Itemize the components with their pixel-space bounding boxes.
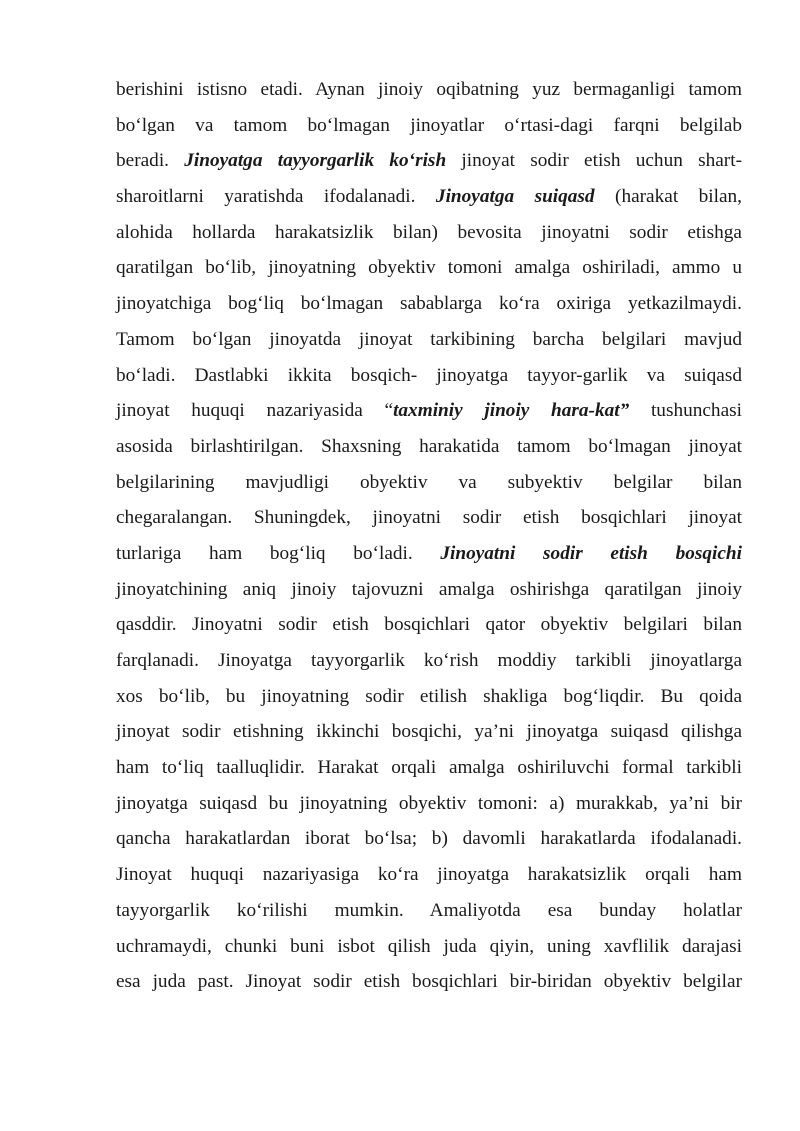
- text-line: [116, 322, 742, 358]
- text-segment: bo‘ladi. Dastlabki ikkita bosqich- jinoyatga tayyor-garlik va suiqasd: [116, 364, 742, 386]
- text-segment: qancha harakatlardan iborat bo‘lsa; b) davomli harakatlarda ifodalanadi.: [116, 828, 742, 850]
- text-segment: qasddir. Jinoyatni sodir etish bosqichlari qator obyektiv belgilari bilan: [116, 614, 742, 636]
- text-segment: jinoyatga suiqasd bu jinoyatning obyektiv tomoni: a) murakkab, ya’ni bir: [116, 792, 742, 814]
- text-line: [116, 393, 742, 429]
- text-segment: jinoyat huquqi nazariyasida “: [116, 400, 394, 422]
- text-segment: esa juda past. Jinoyat sodir etish bosqichlari bir-biridan obyektiv belgilar: [116, 971, 742, 993]
- text-line: [116, 821, 742, 857]
- text-segment: alohida hollarda harakatsizlik bilan) bevosita jinoyatni sodir etishga: [116, 221, 742, 243]
- text-line: [116, 893, 742, 929]
- text-segment: Tamom bo‘lgan jinoyatda jinoyat tarkibining barcha belgilari mavjud: [116, 328, 742, 350]
- text-line: [116, 286, 742, 322]
- text-line: [116, 143, 742, 179]
- text-line: [116, 465, 742, 501]
- emphasized-term: taxminiy jinoiy hara-kat”: [393, 400, 630, 422]
- text-segment: jinoyatchiga bog‘liq bo‘lmagan sabablarga ko‘ra oxiriga yetkazilmaydi.: [116, 293, 742, 315]
- text-segment: tushunchasi: [629, 400, 742, 422]
- text-segment: beradi.: [116, 150, 185, 172]
- text-line: [116, 607, 742, 643]
- text-segment: jinoyat sodir etish uchun shart-: [446, 150, 743, 172]
- text-segment: jinoyat sodir etishning ikkinchi bosqichi, ya’ni jinoyatga suiqasd qilishga: [116, 721, 742, 743]
- text-line: [116, 964, 742, 1000]
- text-segment: jinoyatchining aniq jinoiy tajovuzni amalga oshirishga qaratilgan jinoiy: [116, 578, 742, 600]
- text-line: [116, 215, 742, 251]
- text-line: [116, 536, 742, 572]
- text-segment: tayyorgarlik ko‘rilishi mumkin. Amaliyotda esa bunday holatlar: [116, 899, 742, 921]
- text-line: [116, 429, 742, 465]
- body-paragraph: [116, 72, 742, 1000]
- text-segment: farqlanadi. Jinoyatga tayyorgarlik ko‘rish moddiy tarkibli jinoyatlarga: [116, 650, 742, 671]
- text-line: [116, 250, 742, 286]
- text-line: [116, 714, 742, 750]
- emphasized-term: Jinoyatni sodir etish bosqichi: [440, 542, 742, 564]
- text-segment: qaratilgan bo‘lib, jinoyatning obyektiv tomoni amalga oshiriladi, ammo u: [116, 257, 742, 279]
- text-segment: turlariga ham bog‘liq bo‘ladi.: [116, 542, 441, 564]
- text-line: [116, 929, 742, 965]
- text-line: [116, 679, 742, 715]
- text-line: [116, 358, 742, 394]
- text-line: [116, 72, 742, 108]
- text-segment: bo‘lgan va tamom bo‘lmagan jinoyatlar o‘rtasi-dagi farqni belgilab: [116, 114, 742, 136]
- text-line: [116, 500, 742, 536]
- text-line: [116, 572, 742, 608]
- text-segment: uchramaydi, chunki buni isbot qilish juda qiyin, uning xavflilik darajasi: [116, 935, 742, 957]
- text-line: [116, 643, 742, 679]
- text-segment: asosida birlashtirilgan. Shaxsning harakatida tamom bo‘lmagan jinoyat: [116, 435, 742, 457]
- text-segment: berishini istisno etadi. Aynan jinoiy oqibatning yuz bermaganligi tamom: [116, 79, 742, 100]
- text-segment: Jinoyat huquqi nazariyasiga ko‘ra jinoyatga harakatsizlik orqali ham: [116, 864, 742, 886]
- text-segment: xos bo‘lib, bu jinoyatning sodir etilish shakliga bog‘liqdir. Bu qoida: [116, 685, 742, 707]
- text-line: [116, 179, 742, 215]
- text-segment: belgilarining mavjudligi obyektiv va subyektiv belgilar bilan: [116, 471, 742, 493]
- emphasized-term: Jinoyatga suiqasd: [435, 186, 595, 208]
- text-line: [116, 750, 742, 786]
- text-segment: (harakat bilan,: [594, 186, 742, 208]
- text-segment: sharoitlarni yaratishda ifodalanadi.: [116, 186, 436, 208]
- text-line: [116, 786, 742, 822]
- text-line: [116, 857, 742, 893]
- text-line: [116, 108, 742, 144]
- text-segment: chegaralangan. Shuningdek, jinoyatni sodir etish bosqichlari jinoyat: [116, 507, 742, 529]
- emphasized-term: Jinoyatga tayyorgarlik ko‘rish: [184, 150, 447, 172]
- text-segment: ham to‘liq taalluqlidir. Harakat orqali amalga oshiriluvchi formal tarkibli: [116, 757, 742, 779]
